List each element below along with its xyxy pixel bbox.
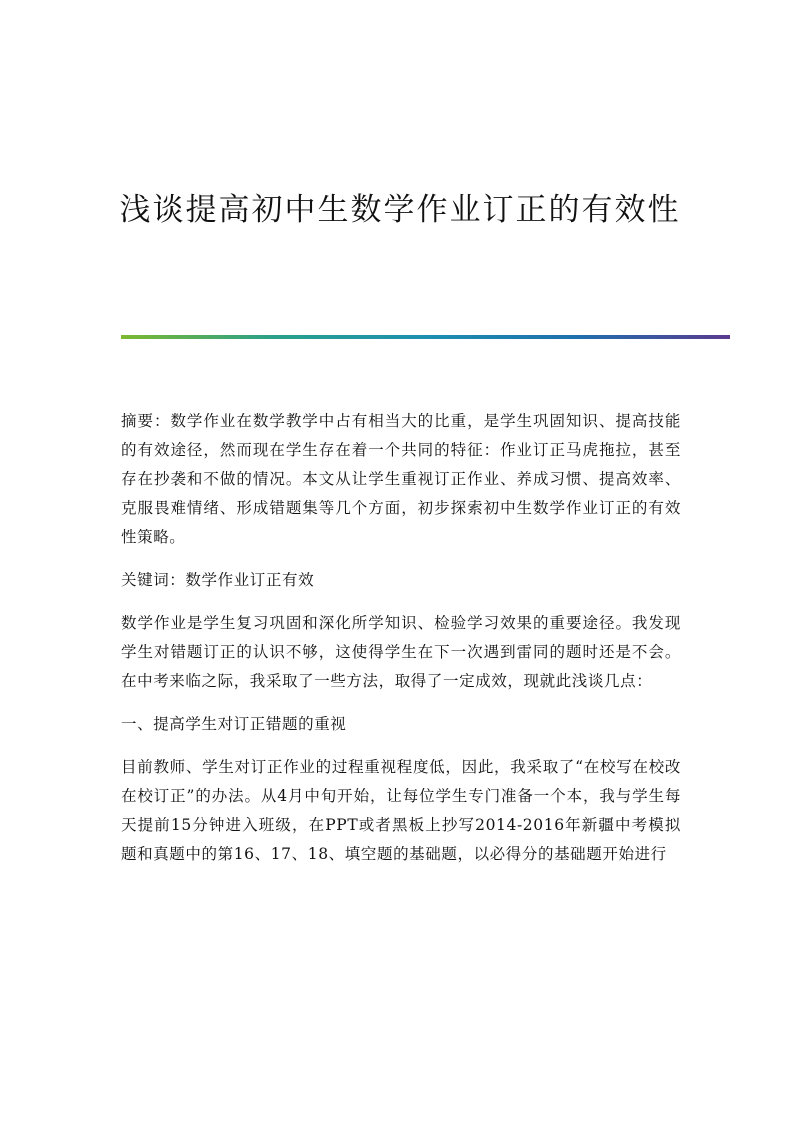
title-divider xyxy=(121,335,730,339)
document-body xyxy=(121,407,681,869)
abstract-paragraph: 摘要：数学作业在数学教学中占有相当大的比重，是学生巩固知识、提高技能的有效途径，然而现在学生存在着一个共同的特征：作业订正马虎拖拉，甚至存在抄袭和不做的情况。本文从让学生重视订正作业、养成习惯、提高效率、克服畏难情绪、形成错题集等几个方面，初步探索初中生数学作业订正的有效性策略。 xyxy=(121,412,681,546)
document-title: 浅谈提高初中生数学作业订正的有效性 xyxy=(119,192,681,228)
section-heading-1: 一、提高学生对订正错题的重视 xyxy=(121,715,347,733)
keywords-paragraph: 关键词：数学作业订正有效 xyxy=(121,571,315,589)
intro-paragraph: 数学作业是学生复习巩固和深化所学知识、检验学习效果的重要途径。我发现学生对错题订正的认识不够，这使得学生在下一次遇到雷同的题时还是不会。在中考来临之际，我采取了一些方法，取得了一定成效，现就此浅谈几点： xyxy=(121,614,681,690)
section-1-paragraph: 目前教师、学生对订正作业的过程重视程度低，因此，我采取了“在校写在校改在校订正”的办法。从4月中旬开始，让每位学生专门准备一个本，我与学生每天提前15分钟进入班级，在PPT或者黑板上抄写2014-2016年新疆中考模拟题和真题中的第16、17、18、填空题的基础题，以必得分的基础题开始进行 xyxy=(121,758,681,863)
